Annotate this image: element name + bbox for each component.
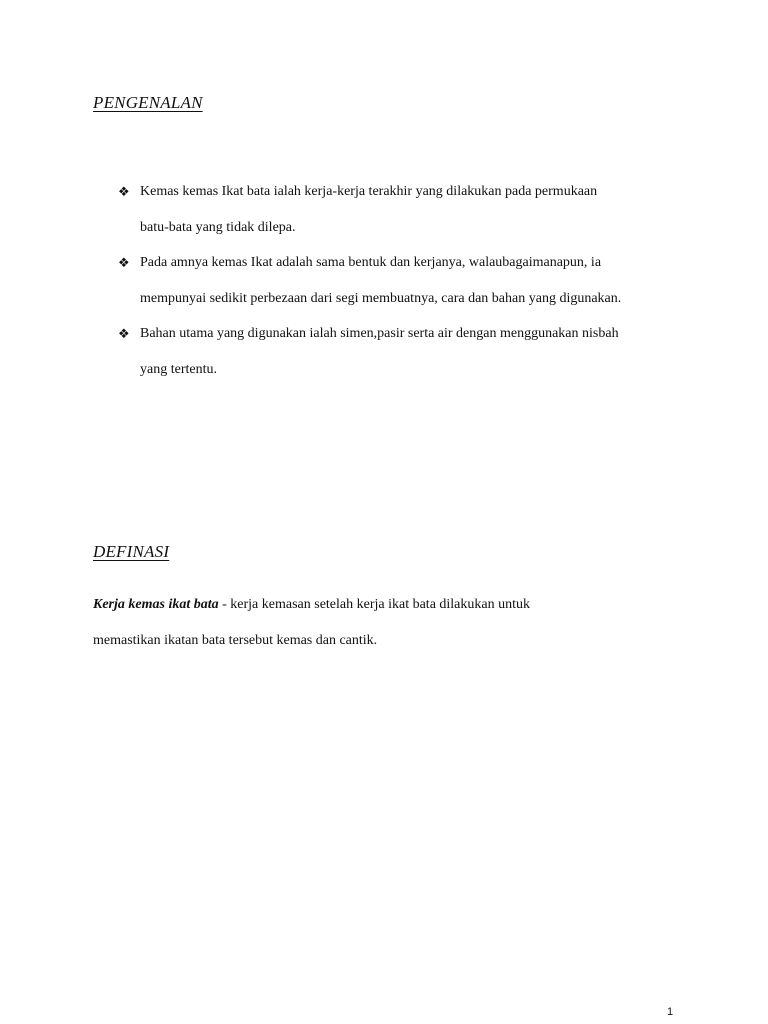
definition-line	[93, 597, 530, 613]
list-item-line: batu-bata yang tidak dilepa.	[140, 220, 296, 235]
list-item-line: Bahan utama yang digunakan ialah simen,pasir serta air dengan menggunakan nisbah	[140, 326, 619, 341]
section-title-definasi: DEFINASI	[93, 542, 170, 561]
list-item-line: mempunyai sedikit perbezaan dari segi membuatnya, cara dan bahan yang digunakan.	[140, 291, 622, 306]
definition-line: memastikan ikatan bata tersebut kemas dan cantik.	[93, 633, 378, 648]
definition-term: Kerja kemas ikat bata	[93, 597, 219, 612]
list-item-line: Kemas kemas Ikat bata ialah kerja-kerja terakhir yang dilakukan pada permukaan	[140, 184, 598, 199]
list-item-line: yang tertentu.	[140, 362, 217, 377]
definition-text: - kerja kemasan setelah kerja ikat bata dilakukan untuk	[218, 597, 531, 612]
diamond-bullet-icon: ❖	[118, 255, 130, 270]
diamond-bullet-icon: ❖	[118, 326, 130, 341]
section-title-pengenalan: PENGENALAN	[93, 93, 203, 112]
list-item-line: Pada amnya kemas Ikat adalah sama bentuk dan kerjanya, walaubagaimanapun, ia	[140, 255, 602, 270]
page-number: 1	[667, 1006, 674, 1018]
diamond-bullet-icon: ❖	[118, 184, 130, 199]
